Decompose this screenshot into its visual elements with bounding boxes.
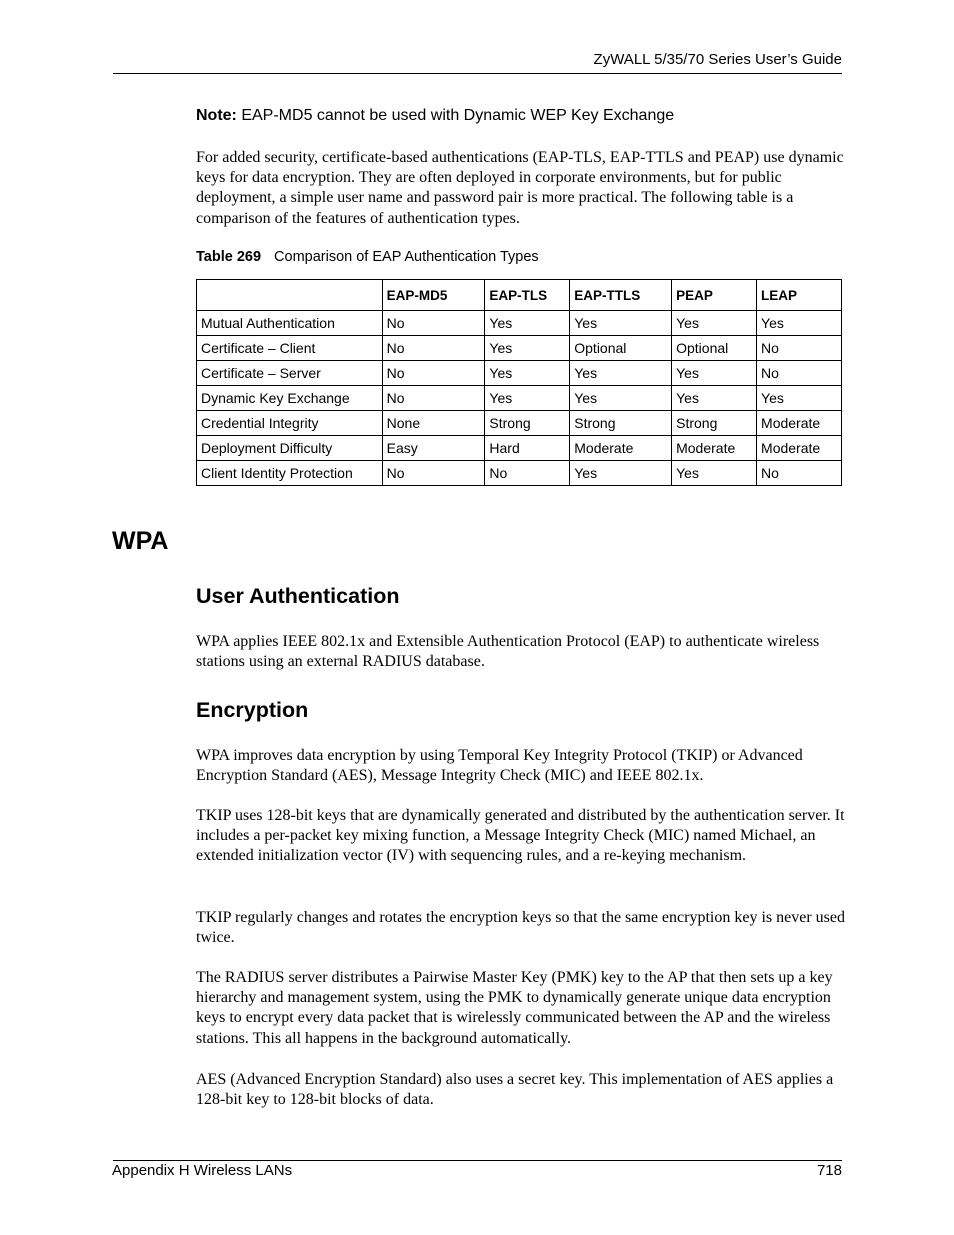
encryption-paragraph: AES (Advanced Encryption Standard) also uses a secret key. This implementation of AES applies a 128-bit key to 128-bit blocks of data. [196,1071,834,1109]
table-cell: Yes [485,311,570,336]
table-cell: No [382,311,485,336]
table-cell: Yes [570,386,672,411]
table-cell: None [382,411,485,436]
note-text: EAP-MD5 cannot be used with Dynamic WEP Key Exchange [236,107,675,124]
table-caption-text: Comparison of EAP Authentication Types [274,249,539,265]
table-cell: Certificate – Client [197,336,383,361]
table-cell: Optional [672,336,757,361]
table-row [197,386,842,411]
encryption-paragraph: The RADIUS server distributes a Pairwise Master Key (PMK) key to the AP that then sets up a key hierarchy and management system, using the PMK to dynamically generate unique data encryption keys to encrypt every data packet that is wirelessly communicated between the AP and the wireless stations. This all happens in the background automatically. [196,969,833,1047]
table-cell: No [485,461,570,486]
table-cell: Yes [485,336,570,361]
table-row [197,336,842,361]
table-cell: Client Identity Protection [197,461,383,486]
table-cell: Yes [672,311,757,336]
table-cell: Mutual Authentication [197,311,383,336]
table-cell: Strong [672,411,757,436]
table-cell: Moderate [672,436,757,461]
table-row [197,411,842,436]
table-cell: Yes [570,361,672,386]
table-caption-label: Table 269 [196,249,262,265]
table-cell: Strong [485,411,570,436]
heading-user-authentication: User Authentication [196,584,400,608]
table-cell: No [757,461,842,486]
table-caption [196,249,539,265]
table-cell: No [757,361,842,386]
eap-comparison-table [196,279,842,486]
table-header-cell: EAP-TLS [485,280,570,311]
table-cell: Yes [485,386,570,411]
table-header-cell: PEAP [672,280,757,311]
encryption-paragraph: TKIP regularly changes and rotates the encryption keys so that the same encryption key is never used twice. [196,909,845,947]
table-cell: Moderate [757,411,842,436]
page-header-title: ZyWALL 5/35/70 Series User’s Guide [593,51,842,68]
table-row [197,311,842,336]
table-row [197,436,842,461]
table-header-cell [197,280,383,311]
table-cell: No [382,336,485,361]
table-cell: Strong [570,411,672,436]
table-cell: Certificate – Server [197,361,383,386]
page-number: 718 [816,1162,842,1179]
note [196,107,674,125]
table-cell: Dynamic Key Exchange [197,386,383,411]
table-cell: Yes [757,311,842,336]
footer-divider [113,1160,842,1161]
table-cell: Moderate [757,436,842,461]
table-cell: Optional [570,336,672,361]
table-cell: Yes [570,461,672,486]
table-row [197,461,842,486]
header-divider [113,73,842,74]
table-cell: Easy [382,436,485,461]
table-row [197,361,842,386]
footer-chapter: Appendix H Wireless LANs [112,1162,293,1179]
table-header-cell: LEAP [757,280,842,311]
table-cell: No [757,336,842,361]
encryption-paragraph: TKIP uses 128-bit keys that are dynamically generated and distributed by the authentication server. It includes a per-packet key mixing function, a Message Integrity Check (MIC) named Michael, an extended initialization vector (IV) with sequencing rules, and a re-keying mechanism. [196,807,845,865]
table-cell: Deployment Difficulty [197,436,383,461]
table-cell: Yes [672,461,757,486]
intro-paragraph: For added security, certificate-based authentications (EAP-TLS, EAP-TTLS and PEAP) use dynamic keys for data encryption. They are often deployed in corporate environments, but for public deployment, a simple user name and password pair is more practical. The following table is a comparison of the features of authentication types. [196,149,844,227]
table-cell: Yes [757,386,842,411]
table-cell: Yes [672,386,757,411]
table-header-cell: EAP-MD5 [382,280,485,311]
table-cell: Yes [485,361,570,386]
heading-encryption: Encryption [196,698,309,722]
table-cell: Hard [485,436,570,461]
table-header-row [197,280,842,311]
table-cell: No [382,386,485,411]
table-cell: No [382,461,485,486]
table-cell: Yes [570,311,672,336]
table-cell: Moderate [570,436,672,461]
note-label: Note: [196,107,237,124]
table-cell: No [382,361,485,386]
table-cell: Yes [672,361,757,386]
table-header-cell: EAP-TTLS [570,280,672,311]
section-title-wpa: WPA [112,527,169,555]
user-authentication-paragraph: WPA applies IEEE 802.1x and Extensible Authentication Protocol (EAP) to authenticate wireless stations using an external RADIUS database. [196,633,820,671]
encryption-paragraph: WPA improves data encryption by using Temporal Key Integrity Protocol (TKIP) or Advanced Encryption Standard (AES), Message Integrity Check (MIC) and IEEE 802.1x. [196,747,803,785]
table-cell: Credential Integrity [197,411,383,436]
